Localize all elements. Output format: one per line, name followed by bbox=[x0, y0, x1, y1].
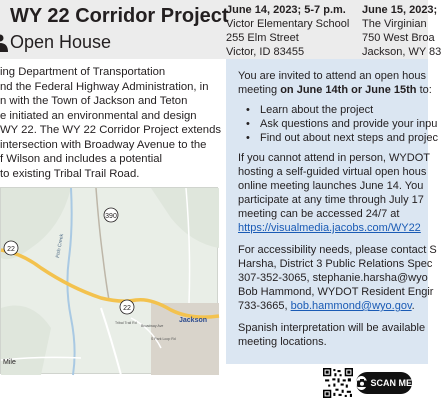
spanish-line: Spanish interpretation will be available bbox=[238, 322, 426, 334]
venue-jackson bbox=[362, 3, 441, 59]
mile-label: Mile bbox=[3, 359, 16, 366]
venue-street: 255 Elm Street bbox=[226, 32, 299, 44]
scan-me-button[interactable] bbox=[356, 372, 412, 394]
invite-text: to: bbox=[416, 84, 432, 96]
access-line bbox=[238, 299, 428, 313]
venue-name: The Virginian bbox=[362, 18, 427, 30]
venue-city: Jackson, WY 83 bbox=[362, 46, 441, 58]
venue-date: June 14, 2023; 5-7 p.m. bbox=[226, 4, 346, 16]
intro-line: to existing Tribal Trail Road. bbox=[0, 167, 140, 180]
venue-name: Victor Elementary School bbox=[226, 18, 350, 30]
virtual-line: If you cannot attend in person, WYDOT bbox=[238, 152, 430, 164]
tribal-trail-label: Tribal Trail Rd bbox=[115, 321, 137, 325]
bullet-item: • Find out about next steps and projec bbox=[246, 131, 428, 145]
info-panel bbox=[226, 59, 438, 364]
corridor-map bbox=[0, 187, 218, 374]
access-line: Harsha, District 3 Public Relations Spec bbox=[238, 258, 433, 270]
invite-text: meeting bbox=[238, 84, 281, 96]
intro-line: nd the Federal Highway Administration, in bbox=[0, 80, 209, 93]
intro-line: f Wilson and includes a potential bbox=[0, 153, 163, 165]
route-390-label: 390 bbox=[105, 213, 117, 220]
virtual-line: online meeting launches June 14. You bbox=[238, 180, 424, 192]
intro-line: ing Department of Transportation bbox=[0, 66, 166, 78]
qr-code[interactable] bbox=[323, 368, 353, 398]
access-line: 307-352-3065, stephanie.harsha@wyo bbox=[238, 272, 428, 284]
broadway-label: Broadway Ave bbox=[141, 324, 164, 328]
s-park-loop-label: S Park Loop Rd bbox=[151, 337, 176, 341]
access-line: Bob Hammond, WYDOT Resident Engir bbox=[238, 286, 434, 298]
bullet-item: • Ask questions and provide your inpu bbox=[246, 117, 428, 131]
invite-bullets bbox=[246, 103, 438, 145]
venue-victor bbox=[226, 3, 349, 59]
invite-line bbox=[238, 83, 432, 97]
access-text: . bbox=[411, 300, 415, 312]
virtual-line: hosting a self-guided virtual open hous bbox=[238, 166, 427, 178]
bullet-item: • Learn about the project bbox=[246, 103, 428, 117]
route-22-label: 22 bbox=[7, 246, 15, 253]
page-title: WY 22 Corridor Project bbox=[10, 5, 229, 27]
virtual-line: participate at any time through July 17 bbox=[238, 194, 424, 206]
page-subtitle: Open House bbox=[10, 32, 112, 52]
road-secondary bbox=[101, 308, 121, 375]
header-banner bbox=[0, 0, 441, 59]
venue-city: Victor, ID 83455 bbox=[226, 46, 305, 58]
creek-line bbox=[67, 188, 74, 375]
invite-line: You are invited to attend an open hous bbox=[238, 70, 426, 82]
virtual-line: meeting can be accessed 24/7 at bbox=[238, 208, 400, 220]
intro-paragraph bbox=[0, 65, 224, 181]
virtual-meeting-link[interactable]: https://visualmedia.jacobs.com/WY22 bbox=[238, 222, 421, 234]
map-graphic bbox=[1, 188, 219, 375]
intro-line: n with the Town of Jackson and Teton bbox=[0, 95, 188, 107]
venue-date: June 15, 2023; bbox=[362, 4, 438, 16]
camera-icon bbox=[356, 376, 367, 390]
intro-line: e initiated an environmental and design bbox=[0, 109, 197, 122]
scan-me-label: SCAN ME bbox=[370, 378, 412, 388]
road-390 bbox=[96, 188, 109, 300]
intro-line: WY 22. The WY 22 Corridor Project extends bbox=[0, 124, 222, 136]
intro-line: intersection with Broadway Avenue to the bbox=[0, 138, 207, 151]
email-link[interactable]: bob.hammond@wyo.gov bbox=[290, 300, 412, 312]
venue-street: 750 West Broa bbox=[362, 32, 435, 44]
people-icon bbox=[0, 34, 8, 52]
access-text: 733-3665, bbox=[238, 300, 291, 312]
access-line: For accessibility needs, please contact S bbox=[238, 244, 437, 256]
jackson-label: Jackson bbox=[179, 317, 208, 324]
creek-label: Fish Creek bbox=[55, 233, 66, 259]
spanish-line: meeting locations. bbox=[238, 336, 327, 348]
invite-dates: on June 14th or June 15th bbox=[280, 84, 417, 96]
route-22-label: 22 bbox=[123, 305, 131, 312]
